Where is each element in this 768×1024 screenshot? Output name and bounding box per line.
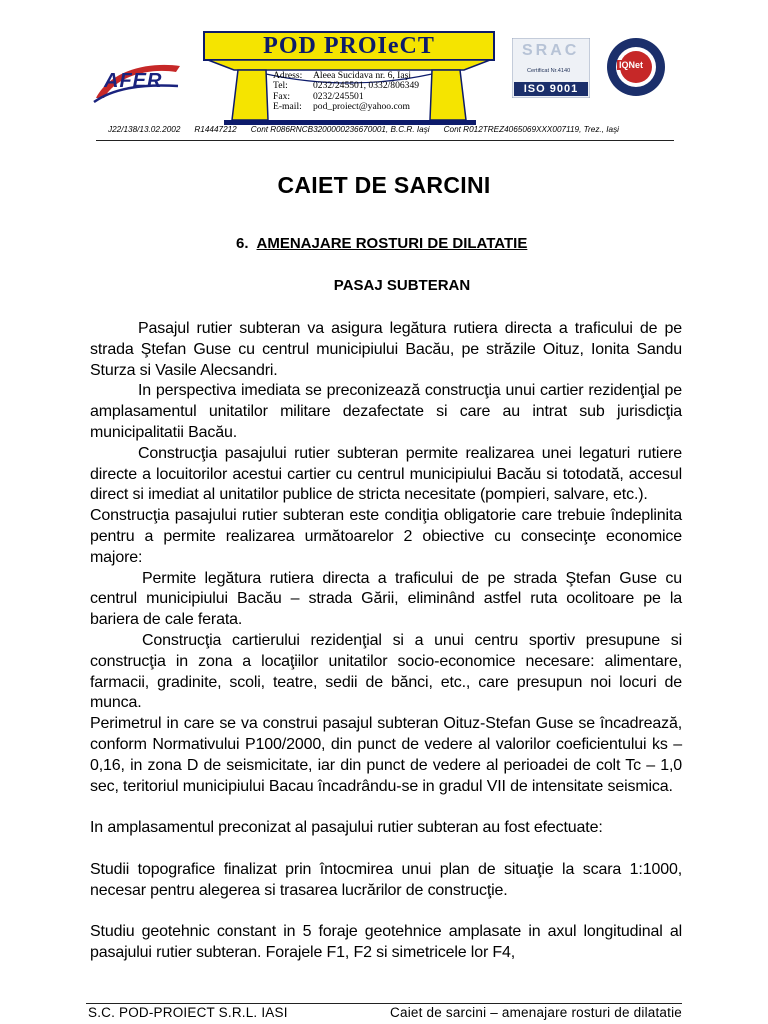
paragraph: Construcţia pasajului rutier subteran permite realizarea unei legaturi rutiere directe a locuitorilor acestui cartier cu centrul municipiului Bacău si totodată, accesul direct si imediat al unitatilor publice de stricta necesitate (pompieri, salvare, etc.). xyxy=(90,444,682,504)
page-footer xyxy=(88,1005,682,1020)
letterhead xyxy=(0,0,768,150)
paragraph: Perimetrul in care se va construi pasajul subteran Oituz-Stefan Guse se încadrează, conform Normativului P100/2000, din punct de vedere al valorilor coeficientului ks – 0,16, in zona D de seismicitate, iar din punct de vedere al perioadei de colt Tc – 1,0 sec, teritoriul municipiului Bacau încadrându-se in gradul VII de intensitate seismica. xyxy=(90,715,682,795)
paragraph: In amplasamentul preconizat al pasajului rutier subteran au fost efectuate: xyxy=(90,819,603,837)
srac-certificate: Certificat Nr.4140 xyxy=(527,68,571,74)
company-name: POD PROIeCT xyxy=(263,33,435,59)
fiscal-code: R14447212 xyxy=(194,125,237,134)
paragraph: Construcţia pasajului rutier subteran este condiţia obligatorie care trebuie îndeplinita pentru a permite realizarea următoarelor 2 obiective cu consecinţe economice majore: xyxy=(90,507,682,566)
contact-email: E-mail: pod_proiect@yahoo.com xyxy=(273,101,411,113)
document-body xyxy=(90,319,682,964)
contact-block xyxy=(273,71,419,113)
afer-logo-text: AFER xyxy=(104,70,163,92)
section-number: 6. xyxy=(236,235,249,252)
contact-fax: Fax: 0232/245501 xyxy=(273,90,364,102)
registration-line xyxy=(108,125,688,134)
footer-company: S.C. POD-PROIECT S.R.L. IASI xyxy=(88,1005,288,1020)
paragraph: Pasajul rutier subteran va asigura legătura rutiera directa a traficului de pe strada Ştefan Guse cu centrul municipiului Bacău, pe străzile Oituz, Ionita Sandu Sturza si Vasile Alecsandri. xyxy=(90,320,682,379)
paragraph: Studiu geotehnic constant in 5 foraje geotehnice amplasate in axul longitudinal al pasajului rutier subteran. Forajele F1, F2 si simetricele lor F4, xyxy=(90,923,682,961)
section-heading xyxy=(236,235,527,252)
srac-logo-text: SRAC xyxy=(522,42,580,59)
footer-divider xyxy=(86,1003,682,1004)
registration-number: J22/138/13.02.2002 xyxy=(108,125,181,134)
srac-iso-label: ISO 9001 xyxy=(514,82,588,96)
document-title: CAIET DE SARCINI xyxy=(277,172,491,198)
section-subtitle: PASAJ SUBTERAN xyxy=(333,277,471,294)
header-divider xyxy=(96,140,674,141)
list-item: Construcţia cartierului rezidenţial si a unui centru sportiv presupune si construcţia in zona a locaţiilor unitatilor socio-economice necesare: alimentare, farmacii, gradinite, scoli, teatre, sedii de bănci, etc., care presupun noi locuri de munca. xyxy=(90,631,682,712)
bank-account-bcr: Cont R086RNCB3200000236670001, B.C.R. Iaşi xyxy=(250,125,430,134)
section-title: AMENAJARE ROSTURI DE DILATATIE xyxy=(256,235,528,252)
bank-account-treasury: Cont R012TREZ4065069XXX007119, Trez., Iaşi xyxy=(443,125,619,134)
iqnet-logo-text: IQNet xyxy=(619,60,644,70)
footer-document-name: Caiet de sarcini – amenajare rosturi de dilatatie xyxy=(390,1005,682,1020)
paragraph: Studii topografice finalizat prin întocmirea unui plan de situaţie la scara 1:1000, necesar pentru alegerea si trasarea lucrărilor de construcţie. xyxy=(90,860,682,899)
list-item: Permite legătura rutiera directa a traficului de pe strada Ştefan Guse cu centrul municipiului Bacău – strada Gării, eliminând astfel ruta ocolitoare pe la bariera de cale ferata. xyxy=(90,569,682,629)
contact-phone: Tel: 0232/245501, 0332/806349 xyxy=(273,80,420,92)
paragraph: In perspectiva imediata se preconizează construcţia unui cartier rezidenţial pe amplasamentul unitatilor militare dezafectate si care au intrat sub jurisdicţia municipalitatii Bacău. xyxy=(90,382,682,441)
contact-address: Adress: Aleea Sucidava nr. 6, Iaşi xyxy=(273,70,412,81)
